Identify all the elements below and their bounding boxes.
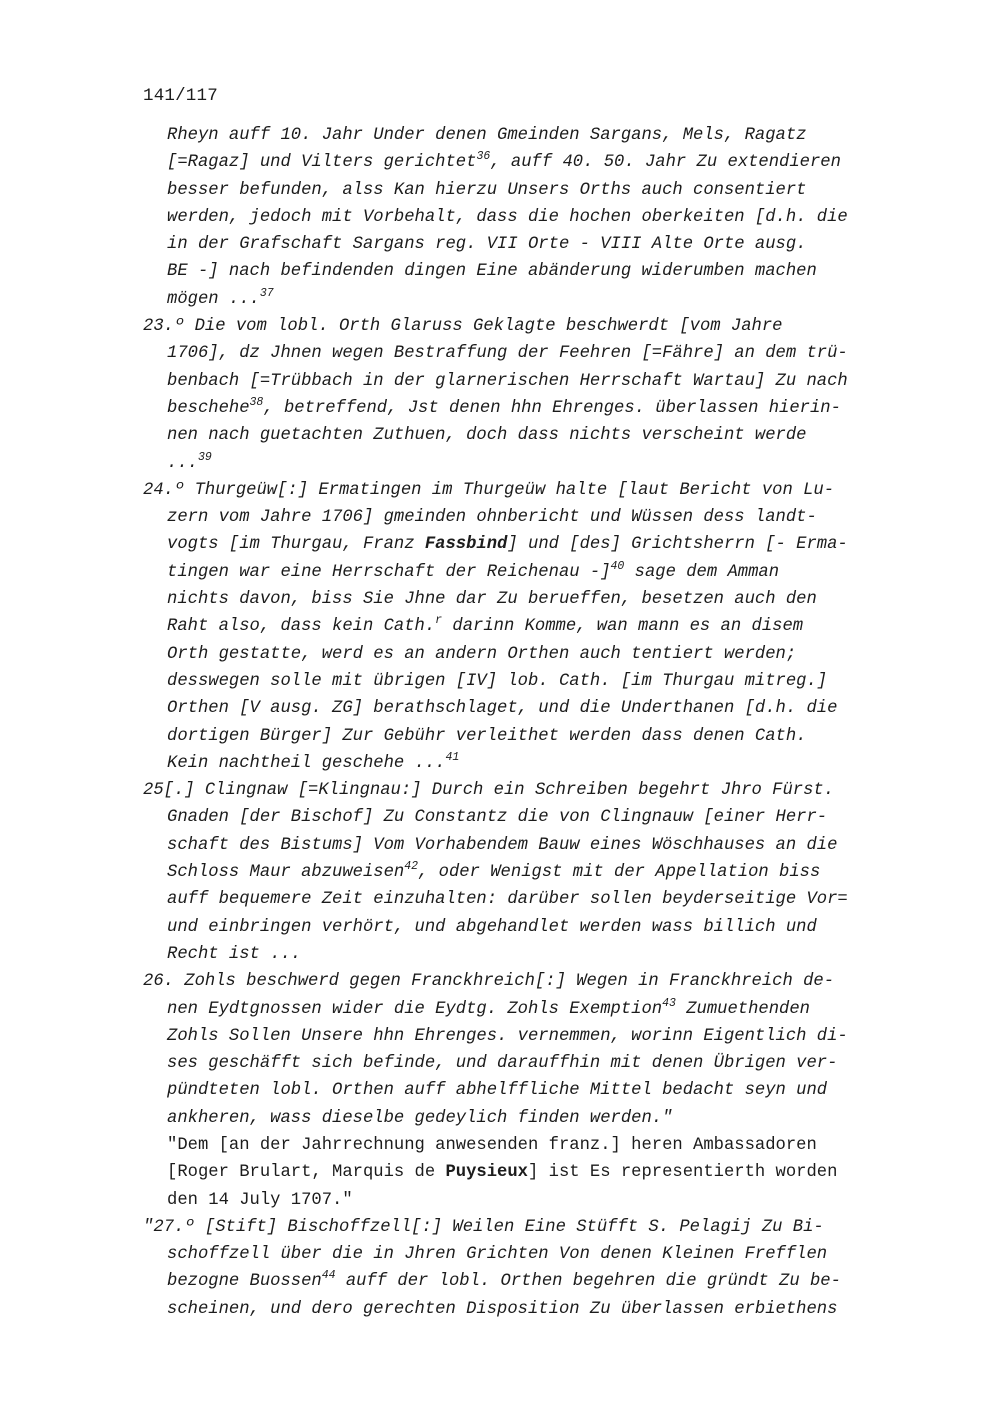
text-line <box>143 613 913 640</box>
text-span: , oder Wenigst mit der Appellation biss <box>418 863 821 883</box>
text-line <box>143 531 913 558</box>
text-line <box>143 750 913 777</box>
text-span: ses geschäfft sich befinde, und darauffhin mit denen Übrigen ver- <box>167 1054 838 1074</box>
text-line <box>143 177 913 204</box>
text-span: mögen ... <box>167 289 260 309</box>
text-line <box>143 668 913 695</box>
text-span: Recht ist ... <box>167 944 302 964</box>
text-line <box>143 968 913 995</box>
text-line <box>143 204 913 231</box>
text-span: scheinen, und dero gerechten Disposition Zu überlassen erbiethens <box>167 1299 838 1319</box>
text-span: ankheren, wass dieselbe gedeylich finden werden." <box>167 1108 673 1128</box>
text-span: den 14 July 1707." <box>167 1190 353 1210</box>
text-span: Zumuethenden <box>675 999 810 1019</box>
text-span: Rheyn auff 10. Jahr Under denen Gmeinden Sargans, Mels, Ragatz <box>167 126 807 145</box>
text-span: desswegen solle mit übrigen [IV] lob. Cath. [im Thurgau mitreg.] <box>167 671 828 691</box>
text-line <box>143 586 913 613</box>
text-line <box>143 695 913 722</box>
text-span: schoffzell über die in Jhren Grichten Von denen Kleinen Frefflen <box>167 1245 828 1265</box>
text-span: nichts davon, biss Sie Jhne dar Zu berueffen, besetzen auch den <box>167 590 817 610</box>
text-span: sage dem Amman <box>624 562 780 582</box>
text-line <box>143 231 913 258</box>
footnote-ref: 43 <box>662 996 676 1010</box>
text-span: Gnaden [der Bischof] Zu Constantz die von Clingnauw [einer Herr- <box>167 808 828 828</box>
text-span: ... <box>167 453 198 473</box>
text-span: zern vom Jahre 1706] gmeinden ohnbericht und Wüssen dess landt- <box>167 508 817 528</box>
text-line <box>143 723 913 750</box>
text-line <box>143 122 913 149</box>
text-span: nen Eydtgnossen wider die Eydtg. Zohls Exemption <box>167 999 663 1019</box>
footnote-ref: 39 <box>197 450 212 464</box>
text-span: Schloss Maur abzuweisen <box>167 863 405 883</box>
text-line <box>143 996 913 1023</box>
text-span: darinn Komme, wan mann es an disem <box>442 617 804 637</box>
footnote-ref: 37 <box>259 286 274 300</box>
text-line <box>143 422 913 449</box>
text-line <box>143 859 913 886</box>
text-line <box>143 641 913 668</box>
text-span: werden, jedoch mit Vorbehalt, dass die hochen oberkeiten [d.h. die <box>167 207 848 227</box>
text-span: auff bequemere Zeit einzuhalten: darüber sollen beyderseitige Vor= <box>167 890 848 910</box>
text-span: Kein nachtheil geschehe ... <box>167 753 446 773</box>
footnote-ref: 42 <box>404 860 419 874</box>
text-line <box>143 504 913 531</box>
text-line <box>143 832 913 859</box>
text-span: Orth gestatte, werd es an andern Orthen auch tentiert werden; <box>167 644 797 664</box>
text-span: 26. Zohls beschwerd gegen Franckhreich[:] Wegen in Franckhreich de- <box>143 972 835 992</box>
text-span: in der Grafschaft Sargans reg. VII Orte - VIII Alte Orte ausg. <box>167 235 807 255</box>
text-span: beschehe <box>167 398 250 418</box>
text-line <box>143 286 913 313</box>
text-span: pündteten lobl. Orthen auff abhelffliche Mittel bedacht seyn und <box>167 1081 828 1101</box>
text-line <box>143 559 913 586</box>
text-span: 1706], dz Jhnen wegen Bestraffung der Feehren [=Fähre] an dem trü- <box>167 344 848 364</box>
footnote-ref: 36 <box>476 150 491 164</box>
text-span: benbach [=Trübbach in der glarnerischen Herrschaft Wartau] Zu nach <box>167 371 848 391</box>
text-span: [=Ragaz] und Vilters gerichtet <box>167 153 477 173</box>
text-span: und einbringen verhört, und abgehandlet werden wass billich und <box>167 917 817 937</box>
text-line <box>143 450 913 477</box>
text-span: "Dem [an der Jahrrechnung anwesenden franz.] heren Ambassadoren <box>167 1135 817 1155</box>
text-line <box>143 1132 913 1159</box>
text-span: Orthen [V ausg. ZG] berathschlaget, und die Underthanen [d.h. die <box>167 699 838 719</box>
bold-name: Puysieux <box>445 1163 528 1183</box>
text-line <box>143 1241 913 1268</box>
text-line <box>143 1077 913 1104</box>
text-line <box>143 313 913 340</box>
text-line <box>143 1050 913 1077</box>
text-line <box>143 149 913 176</box>
text-span: schaft des Bistums] Vom Vorhabendem Bauw eines Wöschhauses an die <box>167 835 838 855</box>
text-line <box>143 395 913 422</box>
text-line <box>143 340 913 367</box>
text-span: vogts [im Thurgau, Franz <box>167 535 425 555</box>
text-span: 25[.] Clingnaw [=Klingnau:] Durch ein Schreiben begehrt Jhro Fürst. <box>143 781 835 801</box>
text-line <box>143 777 913 804</box>
text-line <box>143 1105 913 1132</box>
bold-name: Fassbind <box>424 535 508 555</box>
footnote-ref: 40 <box>610 559 625 573</box>
text-line <box>143 804 913 831</box>
text-line <box>143 258 913 285</box>
text-line <box>143 368 913 395</box>
text-span: tingen war eine Herrschaft der Reichenau -] <box>167 562 611 582</box>
text-line <box>143 1187 913 1214</box>
document-body <box>143 122 913 1323</box>
text-span: ] ist Es representierth worden <box>528 1163 838 1183</box>
text-span: Zohls Sollen Unsere hhn Ehrenges. vernemmen, worinn Eigentlich di- <box>167 1026 848 1046</box>
text-line <box>143 941 913 968</box>
page-number: 141/117 <box>143 86 218 106</box>
text-span: 24.º Thurgeüw[:] Ermatingen im Thurgeüw halte [laut Bericht von Lu- <box>143 480 835 500</box>
text-span: nen nach guetachten Zuthuen, doch dass nichts verscheint werde <box>167 426 807 446</box>
text-line <box>143 477 913 504</box>
text-line <box>143 1159 913 1186</box>
footnote-ref: r <box>435 614 443 628</box>
text-span: ] und [des] Grichtsherrn [- Erma- <box>507 535 848 555</box>
text-span: auff der lobl. Orthen begehren die gründt Zu be- <box>335 1272 841 1292</box>
text-span: 23.º Die vom lobl. Orth Glaruss Geklagte beschwerdt [vom Jahre <box>143 317 783 337</box>
text-line <box>143 1214 913 1241</box>
text-span: besser befunden, alss Kan hierzu Unsers Orths auch consentiert <box>167 180 807 200</box>
text-span: [Roger Brulart, Marquis de <box>167 1163 446 1183</box>
footnote-ref: 41 <box>445 750 460 764</box>
text-span: bezogne Buossen <box>167 1272 322 1292</box>
text-line <box>143 886 913 913</box>
footnote-ref: 38 <box>249 395 264 409</box>
text-span: "27.º [Stift] Bischoffzell[:] Weilen Eine Stüfft S. Pelagij Zu Bi- <box>143 1217 824 1237</box>
text-span: dortigen Bürger] Zur Gebühr verleithet werden dass denen Cath. <box>167 726 807 746</box>
text-span: BE -] nach befindenden dingen Eine abänderung widerumben machen <box>167 262 817 282</box>
text-span: , betreffend, Jst denen hhn Ehrenges. überlassen hierin- <box>263 398 841 418</box>
text-span: Raht also, dass kein Cath. <box>167 617 436 637</box>
footnote-ref: 44 <box>321 1269 336 1283</box>
text-line <box>143 1268 913 1295</box>
text-line <box>143 1296 913 1323</box>
text-line <box>143 914 913 941</box>
text-span: , auff 40. 50. Jahr Zu extendieren <box>490 153 841 173</box>
text-line <box>143 1023 913 1050</box>
